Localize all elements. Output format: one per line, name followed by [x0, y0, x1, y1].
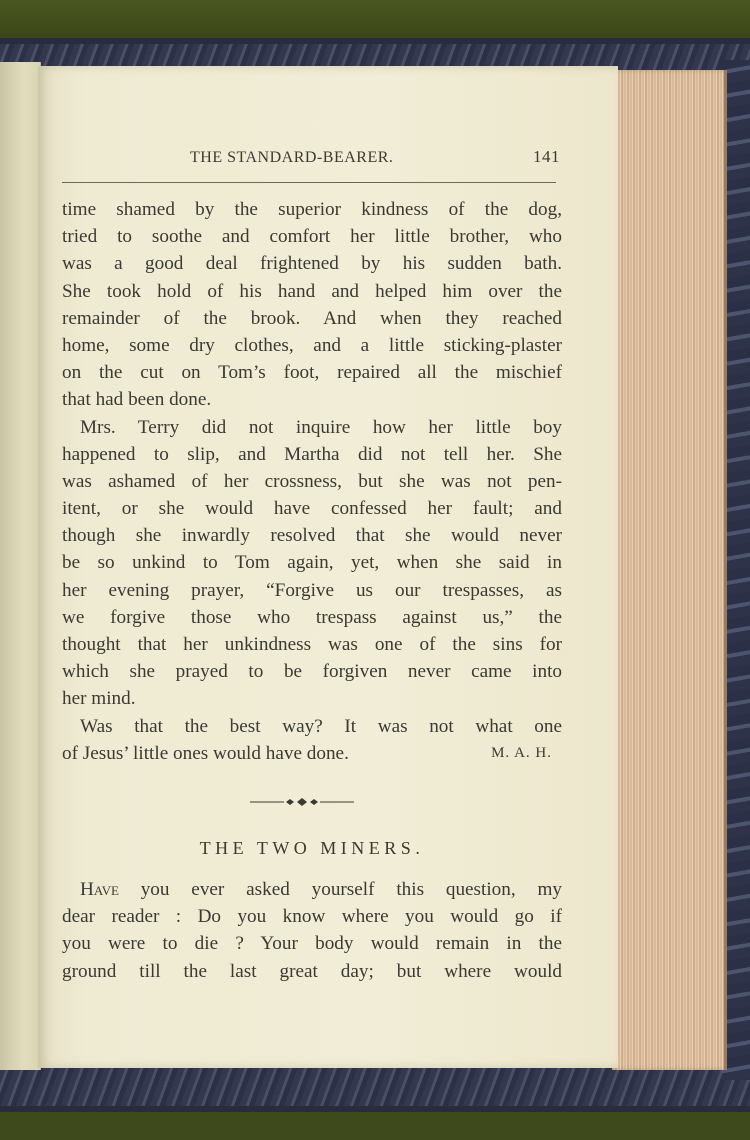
left-page-gutter	[0, 62, 41, 1070]
text-line: on the cut on Tom’s foot, repaired all the mischief	[62, 362, 562, 384]
section-body-text	[62, 876, 562, 985]
background-top	[0, 0, 750, 40]
drop-word: Have	[80, 879, 119, 900]
text-line: Was that the best way? It was not what one	[80, 715, 562, 737]
text-line: of Jesus’ little ones would have done.	[62, 742, 349, 764]
paragraph-1	[62, 196, 562, 414]
text-line: itent, or she would have confessed her fault; and	[62, 498, 562, 520]
text-line: her mind.	[62, 688, 136, 710]
page-edges	[612, 70, 727, 1070]
header-rule	[62, 182, 556, 183]
running-title: THE STANDARD-BEARER.	[190, 149, 394, 166]
running-header	[190, 149, 560, 171]
body-text	[62, 196, 562, 767]
text-line: was a good deal frightened by his sudden bath.	[62, 253, 562, 275]
paragraph-3	[62, 713, 562, 767]
text-line-with-signature	[62, 740, 562, 767]
text-line: her evening prayer, “Forgive us our trespasses, as	[62, 579, 562, 601]
text-line: ground till the last great day; but where would	[62, 960, 562, 982]
text-line: which she prayed to be forgiven never came into	[62, 661, 562, 683]
text-line: that had been done.	[62, 389, 212, 411]
text-line: we forgive those who trespass against us,” the	[62, 606, 562, 628]
text-line: dear reader : Do you know where you would go if	[62, 906, 562, 928]
author-initials: M. A. H.	[491, 744, 552, 761]
text-line: Mrs. Terry did not inquire how her little boy	[80, 416, 562, 438]
section-divider-ornament	[250, 795, 354, 809]
text-line: happened to slip, and Martha did not tell her. She	[62, 443, 562, 465]
text-line: tried to soothe and comfort her little brother, who	[62, 226, 562, 248]
text-line: be so unkind to Tom again, yet, when she said in	[62, 552, 562, 574]
text-line: thought that her unkindness was one of the sins for	[62, 634, 562, 655]
text-line	[62, 876, 562, 903]
text-line: remainder of the brook. And when they reached	[62, 307, 562, 329]
text-line: you were to die ? Your body would remain in the	[62, 933, 562, 955]
paragraph-2	[62, 414, 562, 713]
text-line: home, some dry clothes, and a little sticking-plaster	[62, 334, 562, 356]
text-line: time shamed by the superior kindness of the dog,	[62, 199, 562, 220]
text-line-rest: you ever asked yourself this question, my	[118, 879, 562, 900]
section-heading: THE TWO MINERS.	[199, 838, 425, 858]
text-line: though she inwardly resolved that she would never	[62, 525, 562, 547]
text-line: was ashamed of her crossness, but she was not pen-	[62, 470, 562, 492]
text-line: She took hold of his hand and helped him over the	[62, 280, 562, 302]
page-number: 141	[533, 147, 560, 166]
